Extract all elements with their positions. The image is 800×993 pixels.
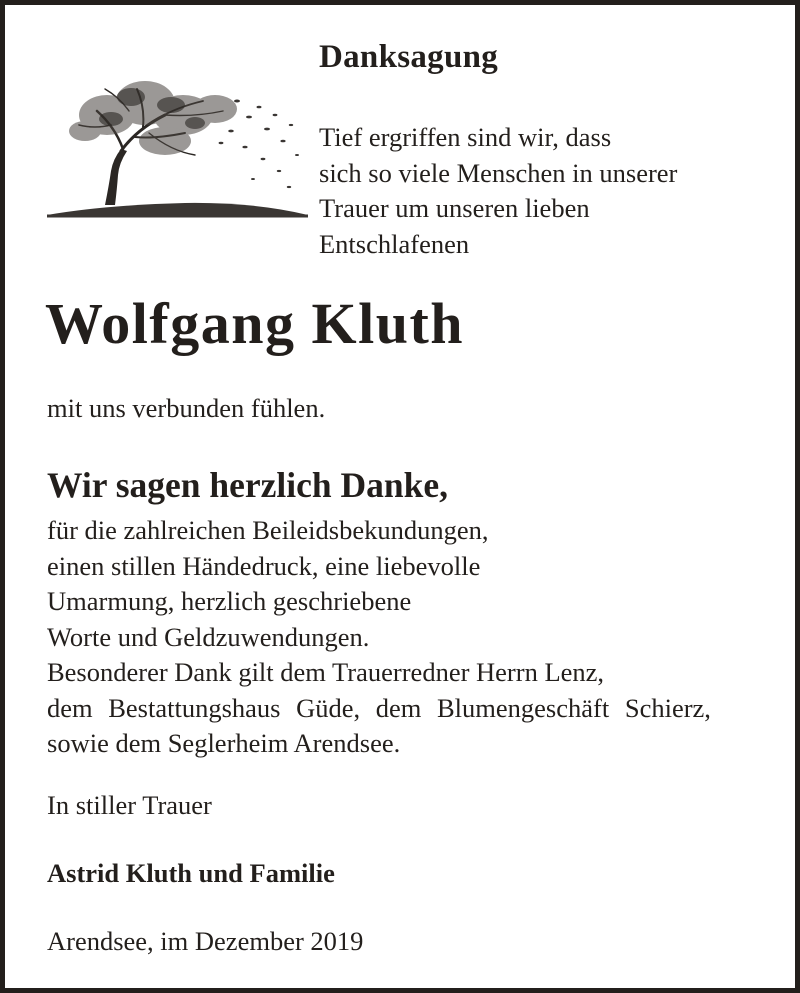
connection-line: mit uns verbunden fühlen. bbox=[47, 393, 326, 423]
windblown-tree-icon bbox=[45, 67, 310, 219]
body-line: Worte und Geldzuwendungen. bbox=[47, 621, 370, 652]
body-line: für die zahlreichen Beileidsbekundungen, bbox=[47, 515, 489, 545]
body-line: dem Bestattungshaus Güde, dem Blumengeschäft Schierz, bbox=[47, 692, 711, 723]
thanks-heading: Wir sagen herzlich Danke, bbox=[47, 465, 449, 505]
deceased-name: Wolfgang Kluth bbox=[45, 291, 465, 356]
body-line: Besonderer Dank gilt dem Trauerredner Herrn Lenz, bbox=[47, 657, 605, 687]
intro-paragraph bbox=[319, 120, 677, 262]
body-line: sowie dem Seglerheim Arendsee. bbox=[47, 728, 401, 758]
intro-line: Trauer um unseren lieben bbox=[319, 193, 590, 223]
intro-line: Tief ergriffen sind wir, dass bbox=[319, 122, 612, 152]
thanks-body bbox=[47, 513, 711, 762]
body-line: einen stillen Händedruck, eine liebevolle bbox=[47, 550, 481, 581]
intro-line: sich so viele Menschen in unserer bbox=[319, 157, 678, 188]
closing-line: In stiller Trauer bbox=[47, 790, 212, 820]
intro-line: Entschlafenen bbox=[319, 228, 470, 259]
signature: Astrid Kluth und Familie bbox=[47, 858, 335, 888]
page-title: Danksagung bbox=[319, 39, 499, 75]
place-date: Arendsee, im Dezember 2019 bbox=[47, 926, 364, 956]
body-line: Umarmung, herzlich geschriebene bbox=[47, 586, 412, 616]
